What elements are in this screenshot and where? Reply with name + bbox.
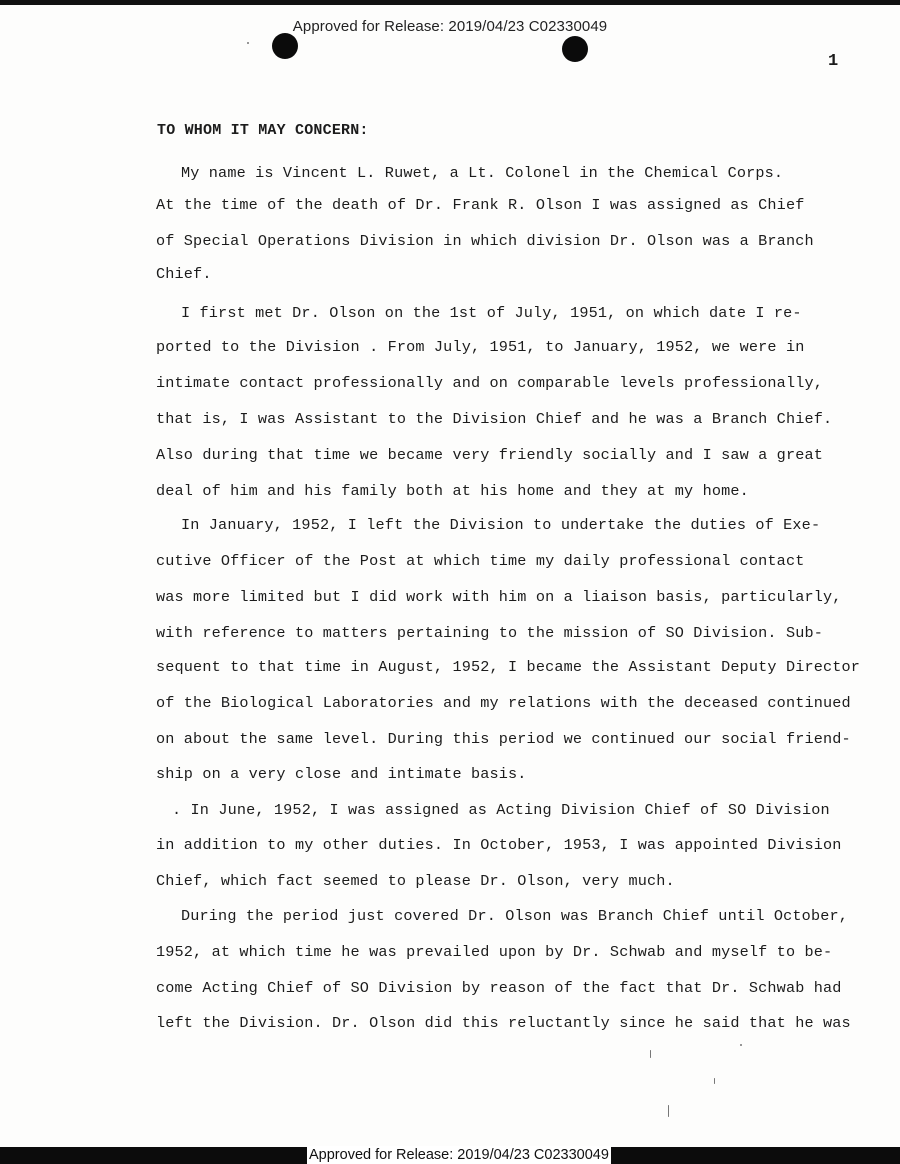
text-line: of Special Operations Division in which division Dr. Olson was a Branch bbox=[156, 232, 814, 250]
text-line: was more limited but I did work with him on a liaison basis, particularly, bbox=[156, 588, 842, 606]
text-line: ship on a very close and intimate basis. bbox=[156, 765, 527, 783]
punch-hole-right bbox=[562, 36, 588, 62]
text-line: Also during that time we became very friendly socially and I saw a great bbox=[156, 446, 824, 464]
text-line: come Acting Chief of SO Division by reason of the fact that Dr. Schwab had bbox=[156, 979, 842, 997]
text-line: of the Biological Laboratories and my relations with the deceased continued bbox=[156, 694, 851, 712]
scan-speck bbox=[668, 1105, 669, 1117]
text-line: Chief. bbox=[156, 265, 212, 283]
text-line: 1952, at which time he was prevailed upon by Dr. Schwab and myself to be- bbox=[156, 943, 833, 961]
text-line: In January, 1952, I left the Division to undertake the duties of Exe- bbox=[181, 516, 821, 534]
text-line: At the time of the death of Dr. Frank R. Olson I was assigned as Chief bbox=[156, 196, 805, 214]
text-line: on about the same level. During this period we continued our social friend- bbox=[156, 730, 851, 748]
text-line: During the period just covered Dr. Olson was Branch Chief until October, bbox=[181, 907, 849, 925]
page-number: 1 bbox=[828, 52, 839, 71]
text-line: Chief, which fact seemed to please Dr. Olson, very much. bbox=[156, 872, 675, 890]
release-stamp-bottom: Approved for Release: 2019/04/23 C02330049 bbox=[309, 1147, 609, 1163]
text-line: . In June, 1952, I was assigned as Acting Division Chief of SO Division bbox=[172, 801, 830, 819]
scan-speck bbox=[740, 1044, 742, 1046]
text-line: I first met Dr. Olson on the 1st of July, 1951, on which date I re- bbox=[181, 304, 802, 322]
text-line: My name is Vincent L. Ruwet, a Lt. Colonel in the Chemical Corps. bbox=[181, 164, 784, 182]
scan-speck bbox=[247, 42, 249, 44]
text-line: that is, I was Assistant to the Division Chief and he was a Branch Chief. bbox=[156, 410, 833, 428]
release-stamp-top: Approved for Release: 2019/04/23 C02330049 bbox=[292, 18, 608, 35]
scan-top-edge bbox=[0, 0, 900, 5]
scan-speck bbox=[714, 1078, 715, 1084]
salutation: TO WHOM IT MAY CONCERN: bbox=[157, 122, 369, 139]
text-line: ported to the Division . From July, 1951, to January, 1952, we were in bbox=[156, 338, 805, 356]
text-line: sequent to that time in August, 1952, I became the Assistant Deputy Director bbox=[156, 658, 861, 676]
text-line: left the Division. Dr. Olson did this reluctantly since he said that he was bbox=[156, 1014, 851, 1032]
text-line: cutive Officer of the Post at which time my daily professional contact bbox=[156, 552, 805, 570]
text-line: in addition to my other duties. In October, 1953, I was appointed Division bbox=[156, 836, 842, 854]
text-line: with reference to matters pertaining to the mission of SO Division. Sub- bbox=[156, 624, 824, 642]
punch-hole-left bbox=[272, 33, 298, 59]
text-line: deal of him and his family both at his home and they at my home. bbox=[156, 482, 749, 500]
scan-speck bbox=[650, 1050, 651, 1058]
text-line: intimate contact professionally and on comparable levels professionally, bbox=[156, 374, 824, 392]
